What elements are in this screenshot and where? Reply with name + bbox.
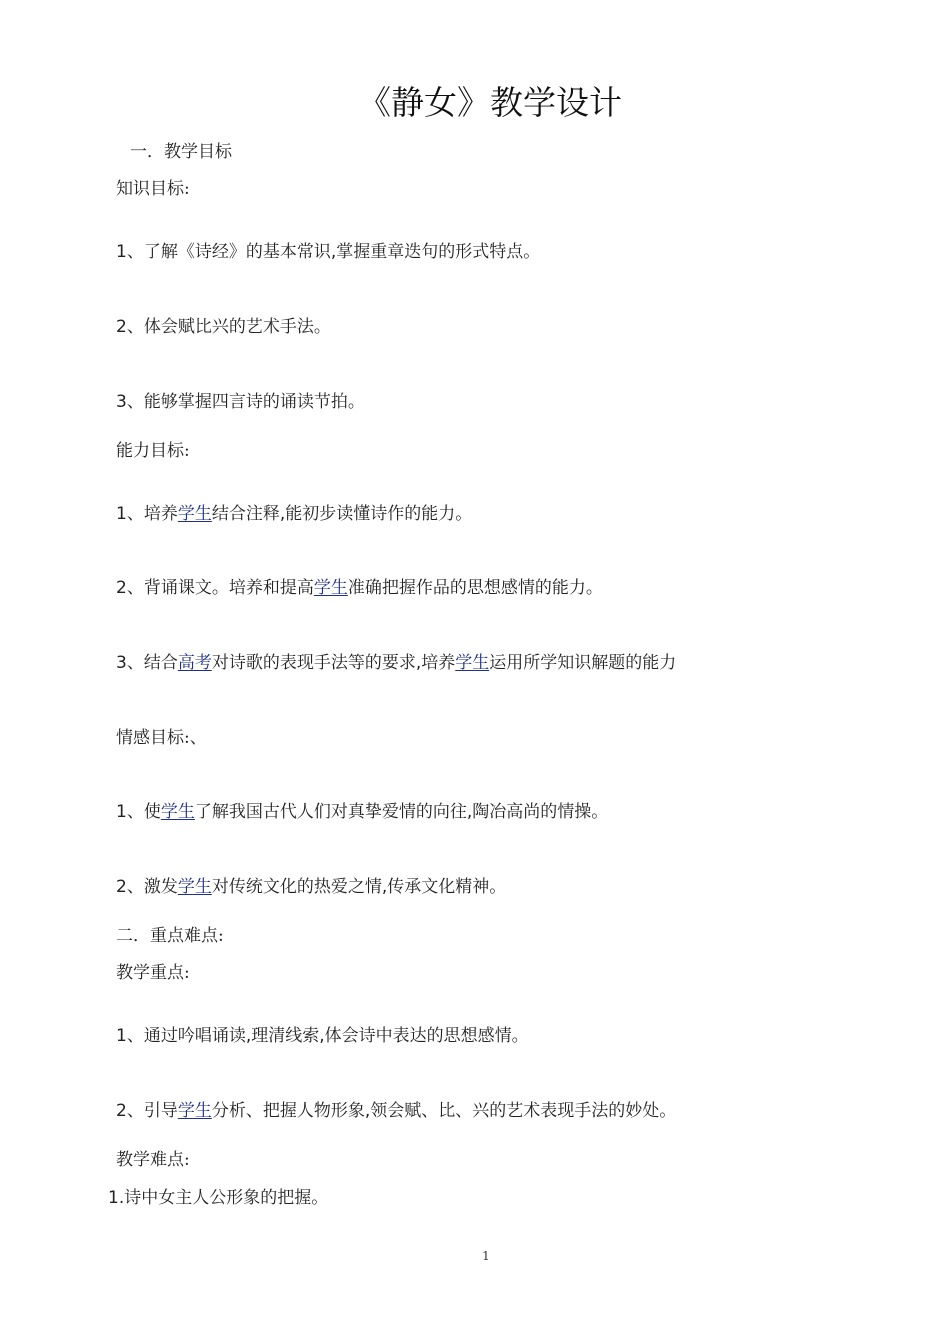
ability-item-1-text-b: 结合注释,能初步读懂诗作的能力。 <box>211 504 473 524</box>
section-heading-key-points: 二．重点难点: <box>116 926 224 946</box>
ability-item-1 <box>116 502 472 526</box>
knowledge-item-3: 3、能够掌握四言诗的诵读节拍。 <box>116 392 365 412</box>
key-item-2 <box>116 1099 676 1123</box>
link-student[interactable]: 学生 <box>177 504 212 524</box>
page-number: 1 <box>482 1249 490 1263</box>
ability-item-3-text-a: 3、结合 <box>116 653 178 673</box>
key-item-2-text-a: 2、引导 <box>116 1101 178 1121</box>
ability-item-3 <box>116 651 676 675</box>
link-student[interactable]: 学生 <box>313 578 348 598</box>
emotion-item-2-text-b: 对传统文化的热爱之情,传承文化精神。 <box>211 877 507 897</box>
document-title: 《静女》教学设计 <box>358 83 622 122</box>
knowledge-item-2: 2、体会赋比兴的艺术手法。 <box>116 317 331 337</box>
ability-item-3-text-c: 运用所学知识解题的能力 <box>489 653 677 673</box>
ability-item-1-text-a: 1、培养 <box>116 504 178 524</box>
emotion-item-1-text-a: 1、使 <box>116 802 161 822</box>
key-item-2-text-b: 分析、把握人物形象,领会赋、比、兴的艺术表现手法的妙处。 <box>211 1101 677 1121</box>
emotion-heading: 情感目标:、 <box>116 728 207 748</box>
ability-item-2-text-b: 准确把握作品的思想感情的能力。 <box>347 578 603 598</box>
emotion-item-2-text-a: 2、激发 <box>116 877 178 897</box>
link-student[interactable]: 学生 <box>160 802 195 822</box>
key-item-1: 1、通过吟唱诵读,理清线索,体会诗中表达的思想感情。 <box>116 1026 529 1046</box>
link-student[interactable]: 学生 <box>455 653 490 673</box>
knowledge-heading: 知识目标: <box>116 179 190 199</box>
link-student[interactable]: 学生 <box>177 877 212 897</box>
knowledge-item-1: 1、了解《诗经》的基本常识,掌握重章迭句的形式特点。 <box>116 242 541 262</box>
ability-item-2 <box>116 576 603 600</box>
link-gaokao[interactable]: 高考 <box>177 653 212 673</box>
difficulty-item-1: 1.诗中女主人公形象的把握。 <box>108 1188 329 1208</box>
ability-item-3-text-b: 对诗歌的表现手法等的要求,培养 <box>211 653 456 673</box>
emotion-item-2 <box>116 875 506 899</box>
section-heading-objectives: 一．教学目标 <box>130 142 232 162</box>
key-heading: 教学重点: <box>116 963 190 983</box>
link-student[interactable]: 学生 <box>177 1101 212 1121</box>
difficulty-heading: 教学难点: <box>116 1150 190 1170</box>
ability-heading: 能力目标: <box>116 441 190 461</box>
ability-item-2-text-a: 2、背诵课文。培养和提高 <box>116 578 314 598</box>
emotion-item-1 <box>116 800 608 824</box>
emotion-item-1-text-b: 了解我国古代人们对真挚爱情的向往,陶冶高尚的情操。 <box>194 802 609 822</box>
